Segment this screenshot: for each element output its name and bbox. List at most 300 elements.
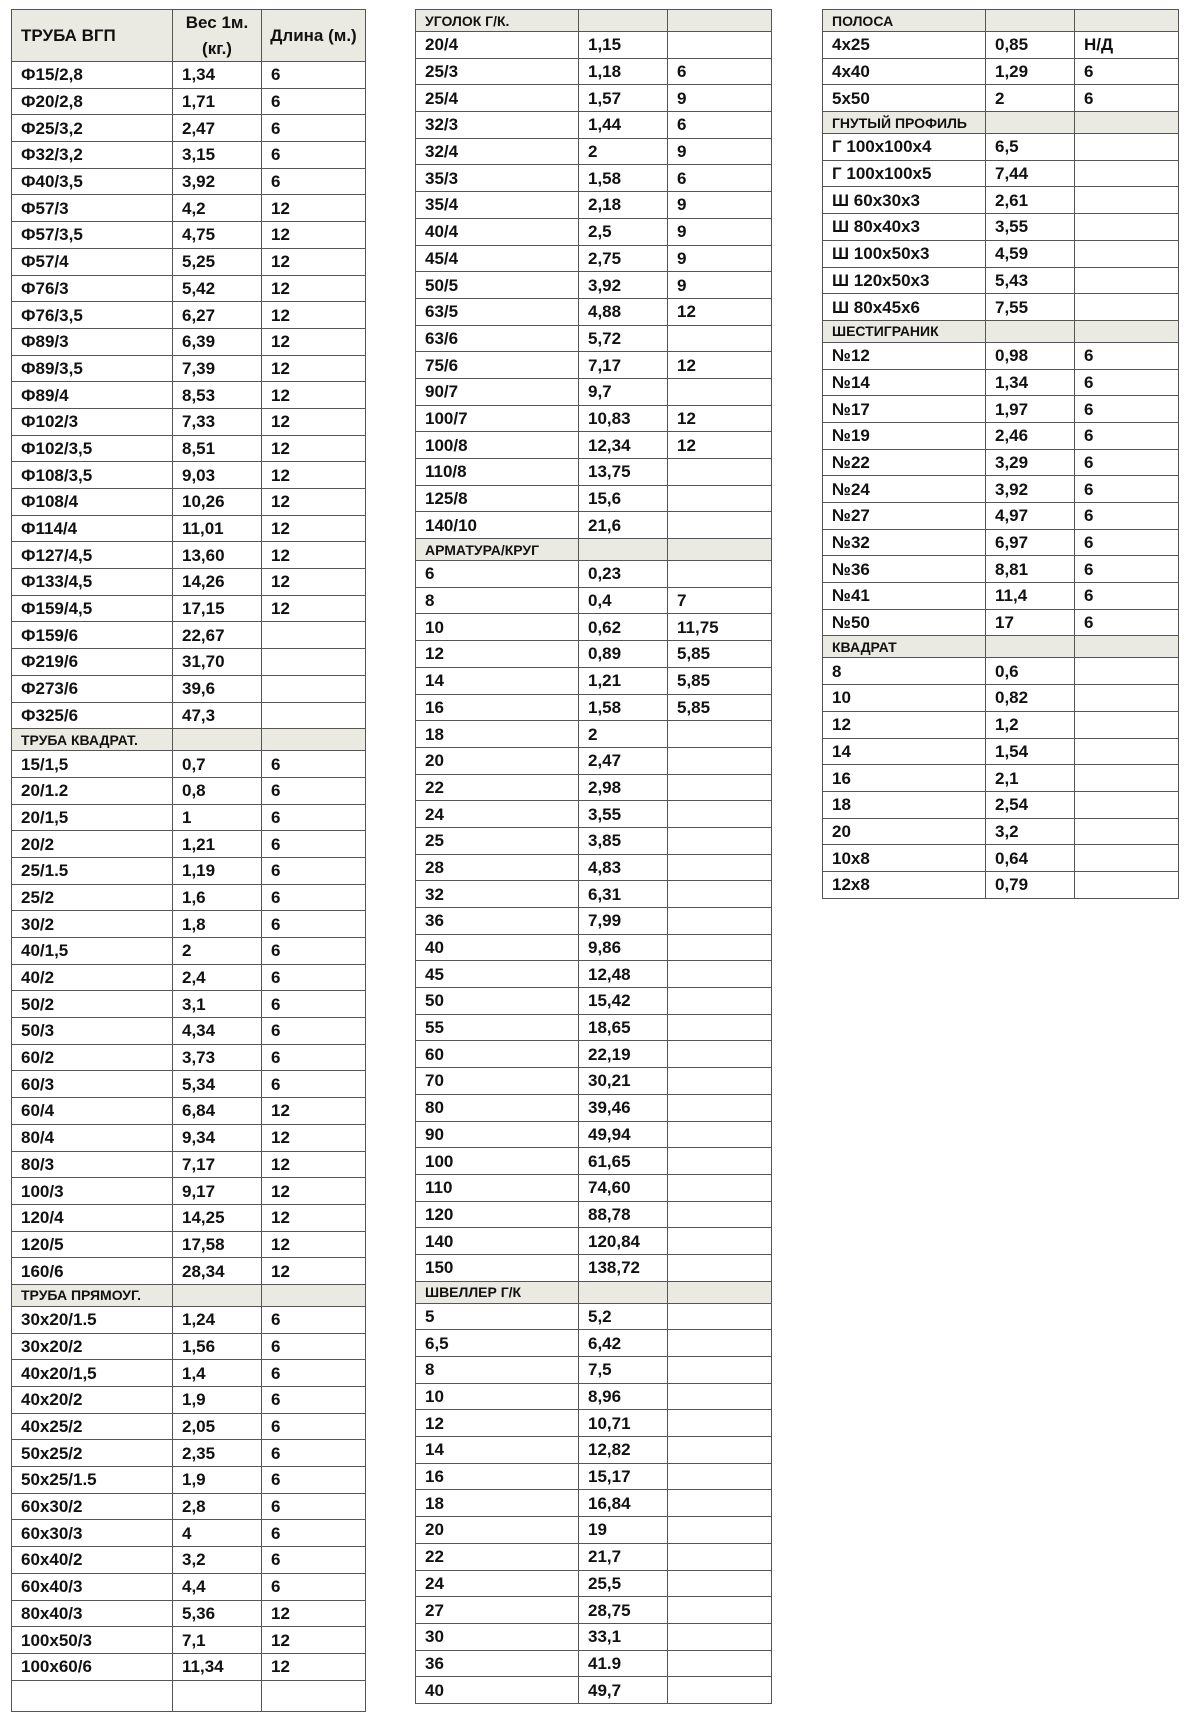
weight-cell: 15,42 — [579, 988, 668, 1015]
size-cell: 27 — [416, 1597, 579, 1624]
size-cell: 50 — [416, 988, 579, 1015]
table-row — [416, 1201, 772, 1228]
size-cell: 60x30/3 — [12, 1520, 173, 1547]
length-cell: 6 — [1075, 609, 1179, 636]
size-cell: 24 — [416, 1570, 579, 1597]
size-cell: 20/2 — [12, 831, 173, 858]
section-header-row — [416, 1281, 772, 1303]
length-cell: 12 — [668, 432, 772, 459]
length-cell — [668, 721, 772, 748]
size-cell: 60/2 — [12, 1044, 173, 1071]
size-cell: 32/4 — [416, 138, 579, 165]
size-cell: 50/5 — [416, 272, 579, 299]
table-row — [416, 1677, 772, 1704]
table-row — [416, 218, 772, 245]
weight-cell: 0,89 — [579, 641, 668, 668]
section-title: КВАДРАТ — [823, 636, 986, 658]
size-cell: 28 — [416, 854, 579, 881]
size-cell: 4x40 — [823, 58, 986, 85]
length-cell: 12 — [262, 1124, 366, 1151]
weight-cell: 11,01 — [173, 515, 262, 542]
weight-cell: 7,33 — [173, 408, 262, 435]
table-row — [416, 1597, 772, 1624]
empty-cell — [173, 1284, 262, 1306]
weight-cell: 2 — [579, 138, 668, 165]
size-cell: 25/4 — [416, 85, 579, 112]
table-row — [416, 827, 772, 854]
size-cell: 60/3 — [12, 1071, 173, 1098]
length-cell: 6 — [1075, 583, 1179, 610]
table-row — [416, 1543, 772, 1570]
table-row — [12, 1204, 366, 1231]
weight-cell: 4,75 — [173, 222, 262, 249]
size-cell: 24 — [416, 801, 579, 828]
length-cell — [1075, 134, 1179, 161]
length-cell: 6 — [262, 1018, 366, 1045]
weight-cell: 14,25 — [173, 1204, 262, 1231]
length-cell — [668, 1041, 772, 1068]
table-row — [12, 1600, 366, 1627]
section-header-row — [416, 10, 772, 32]
size-cell: Ш 80x45x6 — [823, 294, 986, 321]
length-cell — [668, 961, 772, 988]
weight-cell: 1,34 — [173, 62, 262, 89]
weight-cell: 9,03 — [173, 462, 262, 489]
weight-cell: 49,7 — [579, 1677, 668, 1704]
length-cell — [668, 1254, 772, 1281]
table-row — [416, 934, 772, 961]
length-cell: 6 — [262, 1547, 366, 1574]
length-cell — [668, 1490, 772, 1517]
length-cell: 12 — [262, 1627, 366, 1654]
weight-cell: 17,15 — [173, 595, 262, 622]
weight-cell: 33,1 — [579, 1623, 668, 1650]
table-row — [823, 160, 1179, 187]
table-row — [416, 485, 772, 512]
table-row — [416, 325, 772, 352]
length-cell: 6 — [1075, 529, 1179, 556]
size-cell: 18 — [416, 721, 579, 748]
weight-cell: 1,71 — [173, 88, 262, 115]
length-cell — [668, 908, 772, 935]
table-row — [12, 168, 366, 195]
size-cell: 4x25 — [823, 32, 986, 59]
length-cell: 12 — [262, 542, 366, 569]
length-cell: 6 — [262, 1493, 366, 1520]
weight-cell: 12,48 — [579, 961, 668, 988]
weight-cell: 47,3 — [173, 702, 262, 729]
length-cell: 6 — [262, 751, 366, 778]
size-cell: №22 — [823, 449, 986, 476]
weight-cell: 1,9 — [173, 1467, 262, 1494]
table-row — [416, 1517, 772, 1544]
table-row — [416, 378, 772, 405]
length-cell: 12 — [262, 328, 366, 355]
weight-cell: 12,34 — [579, 432, 668, 459]
size-cell: Ф32/3,2 — [12, 142, 173, 169]
table-row — [12, 1547, 366, 1574]
table-row — [416, 1254, 772, 1281]
weight-cell: 0,64 — [986, 845, 1075, 872]
table-row — [12, 751, 366, 778]
table-row — [12, 222, 366, 249]
size-cell: №17 — [823, 396, 986, 423]
section-header-row — [823, 320, 1179, 342]
size-cell: 40 — [416, 934, 579, 961]
weight-cell: 49,94 — [579, 1121, 668, 1148]
length-cell — [668, 1677, 772, 1704]
weight-cell: 1,58 — [579, 165, 668, 192]
table-row — [12, 115, 366, 142]
table-row — [12, 302, 366, 329]
table-row — [823, 791, 1179, 818]
size-cell: 14 — [416, 1437, 579, 1464]
section-title: ТРУБА КВАДРАТ. — [12, 729, 173, 751]
length-cell: 12 — [262, 355, 366, 382]
length-cell — [1075, 765, 1179, 792]
weight-cell: 31,70 — [173, 649, 262, 676]
size-cell: Ш 100x50x3 — [823, 240, 986, 267]
size-cell: 16 — [416, 1463, 579, 1490]
table-row — [12, 622, 366, 649]
weight-cell: 5,25 — [173, 248, 262, 275]
weight-cell: 28,75 — [579, 1597, 668, 1624]
length-cell — [668, 378, 772, 405]
length-cell — [668, 512, 772, 539]
weight-cell: 12,82 — [579, 1437, 668, 1464]
size-cell: Ф89/3 — [12, 328, 173, 355]
weight-cell: 0,62 — [579, 614, 668, 641]
weight-cell: 6,39 — [173, 328, 262, 355]
table-row — [823, 134, 1179, 161]
table-row — [12, 382, 366, 409]
weight-cell: 2,8 — [173, 1493, 262, 1520]
size-cell: 80x40/3 — [12, 1600, 173, 1627]
weight-cell: 1,54 — [986, 738, 1075, 765]
weight-cell: 9,7 — [579, 378, 668, 405]
length-cell: 12 — [262, 515, 366, 542]
weight-cell: 3,92 — [579, 272, 668, 299]
weight-cell: 3,55 — [579, 801, 668, 828]
table-row — [12, 1151, 366, 1178]
length-cell — [262, 622, 366, 649]
size-cell: Ф127/4,5 — [12, 542, 173, 569]
size-cell: 10 — [823, 685, 986, 712]
size-cell: Ф133/4,5 — [12, 569, 173, 596]
table-row — [12, 1044, 366, 1071]
weight-cell: 3,92 — [173, 168, 262, 195]
length-cell: 6 — [262, 1071, 366, 1098]
section-title: ТРУБА ВГП — [12, 10, 173, 62]
table-row — [823, 85, 1179, 112]
weight-cell: 3,73 — [173, 1044, 262, 1071]
weight-cell: 0,98 — [986, 342, 1075, 369]
steel-table-right — [822, 9, 1179, 899]
table-row — [416, 1068, 772, 1095]
size-cell: 100/7 — [416, 405, 579, 432]
length-cell: 6 — [262, 777, 366, 804]
weight-cell: 28,34 — [173, 1258, 262, 1285]
length-cell: 6 — [262, 1467, 366, 1494]
weight-cell: 9,86 — [579, 934, 668, 961]
weight-cell: 1,15 — [579, 32, 668, 59]
table-row — [416, 1121, 772, 1148]
length-cell: 12 — [668, 352, 772, 379]
size-cell: №14 — [823, 369, 986, 396]
table-row — [12, 328, 366, 355]
size-cell: 120/5 — [12, 1231, 173, 1258]
size-cell: 14 — [823, 738, 986, 765]
length-cell: 9 — [668, 138, 772, 165]
size-cell: №41 — [823, 583, 986, 610]
size-cell: 20 — [416, 1517, 579, 1544]
table-row — [823, 294, 1179, 321]
size-cell: 12 — [416, 641, 579, 668]
table-row — [416, 272, 772, 299]
size-cell: 100x60/6 — [12, 1653, 173, 1680]
table-row — [416, 721, 772, 748]
size-cell: 36 — [416, 908, 579, 935]
size-cell: 150 — [416, 1254, 579, 1281]
size-cell: Ф273/6 — [12, 675, 173, 702]
table-row — [416, 1303, 772, 1330]
size-cell: 50/3 — [12, 1018, 173, 1045]
length-cell: 6 — [262, 88, 366, 115]
length-cell: 12 — [262, 1231, 366, 1258]
weight-cell: 74,60 — [579, 1174, 668, 1201]
size-cell: 50/2 — [12, 991, 173, 1018]
table-row — [416, 192, 772, 219]
empty-cell — [262, 729, 366, 751]
length-cell: 12 — [668, 405, 772, 432]
table-row — [416, 854, 772, 881]
table-row — [12, 911, 366, 938]
size-cell: 40x20/1,5 — [12, 1360, 173, 1387]
weight-cell: 3,2 — [986, 818, 1075, 845]
size-cell: 60x30/2 — [12, 1493, 173, 1520]
weight-cell: 6,97 — [986, 529, 1075, 556]
size-cell: Ф159/6 — [12, 622, 173, 649]
weight-cell: 2 — [579, 721, 668, 748]
weight-cell: 3,55 — [986, 214, 1075, 241]
size-cell: Ф108/3,5 — [12, 462, 173, 489]
size-cell: Ф102/3,5 — [12, 435, 173, 462]
table-row — [12, 1573, 366, 1600]
size-cell: 25/2 — [12, 884, 173, 911]
table-row — [12, 1440, 366, 1467]
size-cell: 80/4 — [12, 1124, 173, 1151]
table-row — [416, 165, 772, 192]
size-cell: 25/1.5 — [12, 857, 173, 884]
table-row — [416, 1148, 772, 1175]
length-cell — [668, 1357, 772, 1384]
table-row — [12, 1098, 366, 1125]
weight-cell: 0,85 — [986, 32, 1075, 59]
table-row — [823, 871, 1179, 898]
table-row — [416, 352, 772, 379]
weight-cell: 3,1 — [173, 991, 262, 1018]
length-cell: 6 — [262, 115, 366, 142]
size-cell: 63/6 — [416, 325, 579, 352]
table-row — [416, 245, 772, 272]
table-row — [416, 1570, 772, 1597]
length-cell — [262, 702, 366, 729]
length-cell: 9 — [668, 245, 772, 272]
length-cell: 6 — [668, 165, 772, 192]
weight-cell: 0,6 — [986, 658, 1075, 685]
length-cell — [668, 1517, 772, 1544]
size-cell: Г 100x100x5 — [823, 160, 986, 187]
weight-cell: 2,35 — [173, 1440, 262, 1467]
weight-cell: 8,81 — [986, 556, 1075, 583]
weight-cell: 6,5 — [986, 134, 1075, 161]
weight-cell: 2 — [173, 938, 262, 965]
weight-cell: 25,5 — [579, 1570, 668, 1597]
size-cell: №27 — [823, 503, 986, 530]
table-row — [823, 556, 1179, 583]
size-cell: 30x20/2 — [12, 1333, 173, 1360]
weight-cell: 4,34 — [173, 1018, 262, 1045]
weight-cell: 9,34 — [173, 1124, 262, 1151]
section-header-row — [823, 10, 1179, 32]
table-row — [12, 462, 366, 489]
size-cell: 120/4 — [12, 1204, 173, 1231]
length-cell — [668, 1303, 772, 1330]
size-cell: 90 — [416, 1121, 579, 1148]
size-cell: 18 — [416, 1490, 579, 1517]
weight-cell: 22,19 — [579, 1041, 668, 1068]
size-cell: 25 — [416, 827, 579, 854]
length-cell: 12 — [262, 462, 366, 489]
empty-cell — [173, 1680, 262, 1711]
size-cell: Ф102/3 — [12, 408, 173, 435]
table-row — [12, 248, 366, 275]
weight-cell: 5,36 — [173, 1600, 262, 1627]
length-cell: 6 — [262, 1520, 366, 1547]
table-row — [823, 32, 1179, 59]
length-cell — [1075, 214, 1179, 241]
length-cell — [1075, 294, 1179, 321]
length-cell — [668, 1228, 772, 1255]
length-cell — [668, 1330, 772, 1357]
table-row — [823, 765, 1179, 792]
length-cell — [668, 32, 772, 59]
table-row — [416, 641, 772, 668]
weight-cell: 10,71 — [579, 1410, 668, 1437]
table-row — [12, 515, 366, 542]
section-header-row — [416, 539, 772, 561]
table-row — [12, 649, 366, 676]
weight-cell: 138,72 — [579, 1254, 668, 1281]
table-row — [12, 1467, 366, 1494]
size-cell: 6,5 — [416, 1330, 579, 1357]
size-cell: №36 — [823, 556, 986, 583]
table-row — [823, 818, 1179, 845]
length-cell — [1075, 267, 1179, 294]
size-cell: №24 — [823, 476, 986, 503]
length-cell: 5,85 — [668, 667, 772, 694]
table-row — [823, 738, 1179, 765]
length-cell: 6 — [262, 1360, 366, 1387]
weight-cell: 1 — [173, 804, 262, 831]
table-row — [12, 938, 366, 965]
weight-cell: 0,7 — [173, 751, 262, 778]
table-row — [12, 62, 366, 89]
length-cell: 9 — [668, 272, 772, 299]
table-row — [823, 369, 1179, 396]
table-row — [823, 529, 1179, 556]
size-cell: 18 — [823, 791, 986, 818]
size-cell: №50 — [823, 609, 986, 636]
size-cell: 60x40/3 — [12, 1573, 173, 1600]
empty-cell — [579, 10, 668, 32]
size-cell: Г 100x100x4 — [823, 134, 986, 161]
length-cell: 12 — [262, 435, 366, 462]
table-row — [12, 88, 366, 115]
weight-cell: 2,5 — [579, 218, 668, 245]
table-row — [12, 1178, 366, 1205]
table-row — [416, 747, 772, 774]
size-cell: Ф325/6 — [12, 702, 173, 729]
length-cell — [668, 561, 772, 588]
table-row — [12, 1387, 366, 1414]
length-cell: 12 — [262, 489, 366, 516]
size-cell: 20/1.2 — [12, 777, 173, 804]
length-cell: 9 — [668, 218, 772, 245]
weight-cell: 15,6 — [579, 485, 668, 512]
weight-cell: 16,84 — [579, 1490, 668, 1517]
weight-cell: 1,21 — [579, 667, 668, 694]
empty-cell — [668, 539, 772, 561]
table-row — [416, 1357, 772, 1384]
empty-cell — [1075, 320, 1179, 342]
size-cell: 14 — [416, 667, 579, 694]
weight-cell: 6,84 — [173, 1098, 262, 1125]
weight-cell: 11,4 — [986, 583, 1075, 610]
weight-cell: 30,21 — [579, 1068, 668, 1095]
table-row — [416, 1383, 772, 1410]
weight-cell: 7,99 — [579, 908, 668, 935]
table-row — [12, 675, 366, 702]
size-cell: Ф57/3,5 — [12, 222, 173, 249]
size-cell: 35/3 — [416, 165, 579, 192]
size-cell: 90/7 — [416, 378, 579, 405]
size-cell: Ф15/2,8 — [12, 62, 173, 89]
length-cell — [668, 1148, 772, 1175]
blank-row — [12, 1680, 366, 1711]
weight-cell: 4,88 — [579, 298, 668, 325]
length-cell — [668, 881, 772, 908]
empty-cell — [1075, 10, 1179, 32]
length-cell — [262, 675, 366, 702]
empty-cell — [12, 1680, 173, 1711]
length-cell: 9 — [668, 192, 772, 219]
table-row — [12, 1071, 366, 1098]
table-row — [12, 1627, 366, 1654]
size-cell: 80 — [416, 1094, 579, 1121]
length-cell: 6 — [262, 142, 366, 169]
table-row — [823, 583, 1179, 610]
size-cell: 40/4 — [416, 218, 579, 245]
weight-cell: 3,92 — [986, 476, 1075, 503]
table-row — [823, 267, 1179, 294]
length-cell: 6 — [262, 804, 366, 831]
size-cell: 160/6 — [12, 1258, 173, 1285]
length-cell: 6 — [1075, 369, 1179, 396]
weight-cell: 2,47 — [579, 747, 668, 774]
table-row — [823, 845, 1179, 872]
size-cell: Ф108/4 — [12, 489, 173, 516]
